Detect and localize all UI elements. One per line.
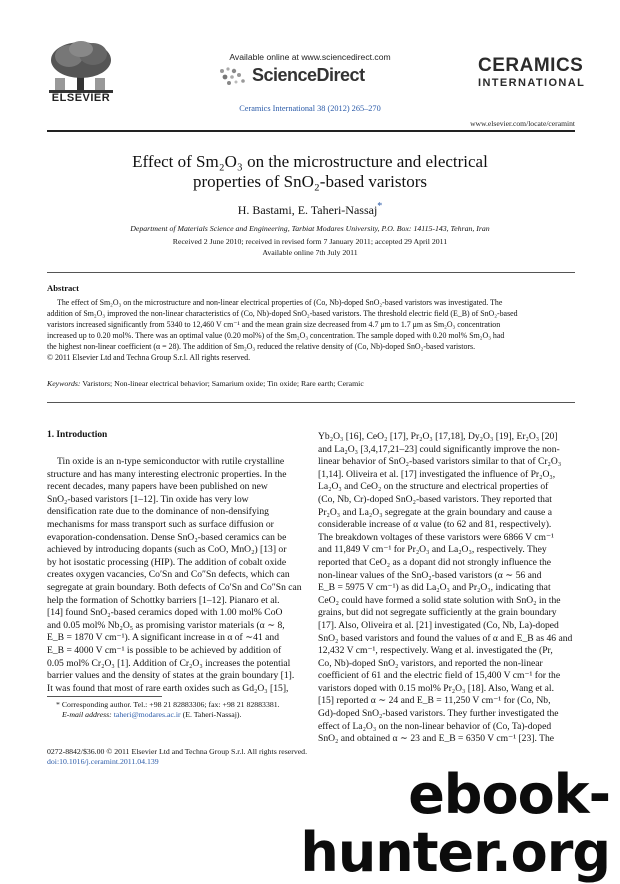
body-line: 12,432 V cm⁻¹, respectively. Wang et al. investigated the (Pr, <box>318 645 553 657</box>
body-line: Pr₂O₃ and La₂O₃ segregate at the grain boundary and cause a <box>318 506 552 518</box>
footnote <box>56 700 306 720</box>
abstract-line: The effect of Sm₂O₃ on the microstructure and non-linear electrical properties of (Co, Nb)-doped SnO₂-based varistors was investigated. The <box>57 298 503 307</box>
available-online-date: Available online 7th July 2011 <box>262 248 358 257</box>
keywords-list: Varistors; Non-linear electrical behavior; Samarium oxide; Tin oxide; Rare earth; Ceramic <box>82 379 364 388</box>
abstract-top-rule <box>47 272 575 273</box>
email-label: E-mail address: <box>62 710 112 719</box>
body-line: effect of La₂O₃ on the non-linear behavior of (Co, Ta)-doped <box>318 720 552 732</box>
body-line: non-linear values of the SnO₂-based varistors (α ∼ 56 and <box>318 569 542 581</box>
journal-logo-line1: CERAMICS <box>478 55 584 76</box>
elsevier-tree-icon <box>47 40 115 94</box>
body-line: SnO₂-based varistors [1–12]. Tin oxide has very low <box>47 493 249 505</box>
left-column <box>47 456 305 695</box>
body-line: E_B = 4000 V cm⁻¹ is possible to be achieved by addition of <box>47 644 282 656</box>
body-line: Co, Nb)-doped SnO₂ varistors, and reported the non-linear <box>318 657 543 669</box>
watermark: ebook-hunter.org <box>300 763 610 884</box>
body-line: achieved by introducing dopants (such as CoO, MnO₂) [13] or <box>47 544 287 556</box>
body-line: Gd)-doped SnO₂-based varistors. They further investigated the <box>318 708 559 720</box>
body-line: evaporation-condensation. Dense SnO₂-based ceramics can be <box>47 531 287 543</box>
body-line: 0.05 mol% Cr₂O₃ [1]. Addition of Cr₂O₃ increases the potential <box>47 657 291 669</box>
body-line: reported that CeO₂ as a dopant did not strongly influence the <box>318 556 551 568</box>
body-line: recent decades, many papers have been published on new <box>47 481 268 493</box>
section-heading: 1. Introduction <box>47 430 108 440</box>
received-dates: Received 2 June 2010; received in revised form 7 January 2011; accepted 29 April 2011 <box>172 237 448 246</box>
keywords <box>47 379 364 388</box>
title-line-1: Effect of Sm₂O₃ on the microstructure and electrical <box>132 152 488 171</box>
body-line: help the formation of Schottky barriers [1–12]. Pianaro et al. <box>47 594 280 606</box>
body-line: E_B = 1870 V cm⁻¹). A significant increase in α of ∼41 and <box>47 632 280 644</box>
body-line: SnO₂ and obtained α ∼ 23 and E_B = 6350 V cm⁻¹ [23]. The <box>318 733 555 745</box>
keywords-label: Keywords: <box>47 379 81 388</box>
body-line: [1,14]. Oliveira et al. [17] investigated the influence of Pr₂O₃, <box>318 468 556 480</box>
article-title <box>60 152 560 192</box>
body-line: barrier values and the density of states at the grain boundary [1]. <box>47 670 295 682</box>
authors <box>60 201 560 218</box>
author-names: H. Bastami, E. Taheri-Nassaj <box>237 203 378 217</box>
abstract-line: addition of Sm₂O₃ improved the non-linear characteristics of (Co, Nb)-doped SnO₂-based varistors. The threshold electric field (E_B) of SnO₂-based <box>47 308 518 318</box>
sciencedirect-logo <box>214 63 394 91</box>
body-line: mechanisms for mass transport such as surface diffusion or <box>47 518 274 530</box>
affiliation: Department of Materials Science and Engineering, Tarbiat Modares University, P.O. Box: 14115-143, Tehran, Iran <box>130 224 490 233</box>
body-line: considerable increase of α value (to 62 and 81, respectively). <box>318 519 552 531</box>
body-line: varistors doped with 0.15 mol% Pr₂O₃ [18]. Also, Wang et al. <box>318 682 554 694</box>
email-owner: (E. Taheri-Nassaj). <box>182 710 242 719</box>
body-line: grains, but did not segregate sufficiently at the grain boundary <box>318 607 557 619</box>
abstract-body <box>47 298 575 363</box>
journal-url-link[interactable]: www.elsevier.com/locate/ceramint <box>470 119 575 128</box>
body-line: and 0.05 mol% Nb₂O₅ as promising varistor materials (α ∼ 8, <box>47 619 285 631</box>
journal-logo-line2: INTERNATIONAL <box>478 77 586 89</box>
right-column <box>318 431 576 746</box>
body-line: segregate at grain boundary. Both defects of Co′Sn and Co″Sn can <box>47 581 302 593</box>
body-line: Tin oxide is an n-type semiconductor with rutile crystalline <box>57 456 285 467</box>
corresponding-author-note: * Corresponding author. Tel.: +98 21 82883306; fax: +98 21 82883381. <box>56 700 280 709</box>
body-line: creates oxygen vacancies, Co′Sn and Co″Sn defects, which can <box>47 569 290 581</box>
corresponding-author-mark[interactable]: * <box>377 201 383 212</box>
body-line: CeO₂ could have formed a solid state solution with SnO₂ in the <box>318 594 561 606</box>
issn-copyright: 0272-8842/$36.00 © 2011 Elsevier Ltd and Techna Group S.r.l. All rights reserved. <box>47 747 308 756</box>
page-footer <box>47 747 467 767</box>
body-line: (Co, Nb, Cr)-doped SnO₂-based varistors. They reported that <box>318 493 552 505</box>
available-online-text: Available online at www.sciencedirect.com <box>229 52 391 62</box>
body-line: and La₂O₃ [3,4,17,21–23] could significantly improve the non- <box>318 443 560 455</box>
body-line: Yb₂O₃ [16], CeO₂ [17], Pr₂O₃ [17,18], Dy₂O₃ [19], Er₂O₃ [20] <box>318 431 558 442</box>
abstract-line: increased up to 0.20 mol%. There was an optimal value (0.20 mol%) of the Sm₂O₃ concentration. The sample doped with 0.20 mol% Sm₂O₃ had <box>47 330 505 340</box>
abstract-line: the highest non-linear coefficient (α = 28). The addition of Sm₂O₃ reduced the relative density of (Co, Nb)-doped SnO₂-based varistors. <box>47 341 476 351</box>
body-line: by hot isostatic processing (HIP). The addition of cobalt oxide <box>47 556 287 568</box>
body-line: [17]. Also, Oliveira et al. [21] investigated (Co, Nb, La)-doped <box>318 619 559 631</box>
body-line: [15] reported α ∼ 24 and E_B = 11,250 V cm⁻¹ for (Co, Nb, <box>318 695 551 707</box>
body-line: densification rate due to the dominance of non-densifying <box>47 506 269 518</box>
abstract-line: varistors increased significantly from 5340 to 12,460 V cm⁻¹ and the mean grain size decreased from 4.7 μm to 1.7 μm as Sm₂O₃ concentration <box>47 319 501 329</box>
header-rule <box>47 130 575 132</box>
elsevier-wordmark: ELSEVIER <box>51 92 111 104</box>
abstract-line: © 2011 Elsevier Ltd and Techna Group S.r.l. All rights reserved. <box>47 352 251 362</box>
email-link[interactable]: taheri@modares.ac.ir <box>113 710 181 719</box>
footnote-rule <box>47 696 162 697</box>
doi-link[interactable]: doi:10.1016/j.ceramint.2011.04.139 <box>47 757 159 766</box>
sciencedirect-dots-icon <box>216 65 250 89</box>
abstract-bottom-rule <box>47 402 575 403</box>
email-note <box>56 710 306 720</box>
body-line: coefficient of 61 and the electric field of 15,400 V cm⁻¹ for the <box>318 670 561 682</box>
title-line-2: properties of SnO₂-based varistors <box>193 172 427 191</box>
body-line: linear behavior of SnO₂-based varistors similar to that of Cr₂O₃ <box>318 456 562 468</box>
body-line: [14] found SnO₂-based ceramics doped with 1.00 mol% CoO <box>47 607 283 619</box>
body-line: structure and has many interesting electronic properties. In the <box>47 468 287 480</box>
journal-reference-link[interactable]: Ceramics International 38 (2012) 265–270 <box>239 104 381 113</box>
sciencedirect-wordmark: ScienceDirect <box>252 65 365 85</box>
abstract-heading: Abstract <box>47 283 79 293</box>
body-line: La₂O₃ and CeO₂ on the structure and electrical properties of <box>318 481 549 493</box>
elsevier-logo <box>47 40 115 102</box>
body-line: The breakdown voltages of these varistors were 6866 V cm⁻¹ <box>318 531 554 543</box>
journal-logo <box>478 55 586 90</box>
body-line: E_B = 5975 V cm⁻¹) as did La₂O₃ and Pr₂O₃, indicating that <box>318 582 551 594</box>
body-line: SnO₂ based varistors and found the values of α and E_B as 46 and <box>318 632 573 644</box>
body-line: and 11,849 V cm⁻¹ for Pr₂O₃ and La₂O₃, respectively. They <box>318 544 547 556</box>
body-line: It was found that most of rare earth oxides such as Gd₂O₃ [15], <box>47 682 289 694</box>
